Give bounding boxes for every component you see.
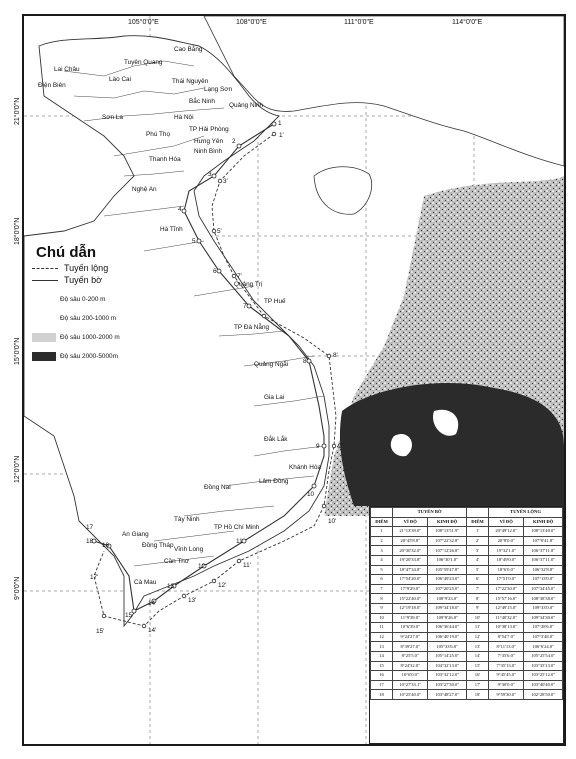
point-label: 3': [223, 178, 228, 185]
table-cell: 109°34'18.0": [428, 603, 467, 613]
table-cell: 106°37'11.8": [524, 546, 563, 556]
point-label: 18: [86, 538, 94, 545]
table-row: [371, 671, 563, 681]
table-cell: 20°30'32.0": [393, 546, 428, 556]
table-cell: 103°40'40.0": [524, 680, 563, 690]
table-cell: 107°28'6.0": [524, 623, 563, 633]
legend-depth: [32, 295, 172, 304]
province-label: Vĩnh Long: [174, 546, 204, 553]
depth-swatch: [32, 333, 56, 342]
table-cell: 15°22'40.0": [393, 594, 428, 604]
depth-label: Độ sâu 2000-5000m: [60, 353, 118, 360]
table-row: [371, 527, 563, 537]
province-label: TP Đà Nẵng: [234, 324, 270, 331]
table-cell: 107°13'0.0": [524, 575, 563, 585]
table-cell: 105°33'6.0": [428, 642, 467, 652]
table-cell: 18°47'34.8": [393, 565, 428, 575]
legend-item-coastal: [32, 275, 172, 285]
province-label: Thái Nguyên: [172, 78, 209, 85]
table-cell: 102°28'50.0": [524, 690, 563, 700]
table-cell: 16': [466, 671, 488, 681]
table-cell: 9°24'27.0": [393, 632, 428, 642]
point-label: 6: [213, 268, 217, 275]
point-label: 13': [188, 597, 197, 604]
point-label: 4: [178, 206, 182, 213]
table-header: VĨ ĐỘ: [489, 517, 524, 527]
table-cell: 107°0'41.8": [524, 536, 563, 546]
province-label: Hưng Yên: [194, 138, 224, 145]
table-row: [371, 651, 563, 661]
table-cell: 15°57'16.0": [489, 594, 524, 604]
lat-label: 18°0'0"N: [14, 217, 21, 245]
province-label: Hà Tĩnh: [160, 226, 183, 233]
table-cell: 1': [466, 527, 488, 537]
legend-item-offshore: [32, 263, 172, 273]
table-header: KINH ĐỘ: [524, 517, 563, 527]
point-label: 7': [237, 273, 242, 280]
province-label: Ninh Bình: [194, 148, 223, 155]
depth-swatch: [32, 314, 56, 323]
table-cell: 4': [466, 555, 488, 565]
province-label: TP Huế: [264, 298, 286, 305]
point-label: 12: [198, 563, 206, 570]
point-label: 5': [217, 228, 222, 235]
table-row: [371, 690, 563, 700]
table-cell: 12': [466, 632, 488, 642]
table-cell: 10°25'40.0": [393, 690, 428, 700]
legend-depth: [32, 314, 172, 323]
table-cell: 18°49'0.0": [489, 555, 524, 565]
province-label: Lào Cai: [109, 76, 132, 83]
table-body: [371, 527, 563, 700]
table-cell: 4: [371, 555, 393, 565]
table-cell: 7°35'6.0": [489, 651, 524, 661]
table-cell: 103°35'13.0": [524, 661, 563, 671]
table-row: [371, 642, 563, 652]
depth-label: Độ sâu 200-1000 m: [60, 315, 117, 322]
province-label: Cần Thơ: [164, 558, 190, 565]
legend: [32, 244, 172, 361]
point-label: 15': [96, 628, 105, 635]
lon-label: 111°0'0"E: [344, 19, 374, 26]
table-cell: 13': [466, 642, 488, 652]
table-cell: 11: [371, 623, 393, 633]
legend-label: Tuyến lộng: [64, 263, 109, 273]
province-label: Cao Bằng: [174, 46, 203, 53]
table-cell: 7': [466, 584, 488, 594]
map-frame: [22, 14, 566, 746]
province-label: Đồng Nai: [204, 484, 231, 491]
table-cell: 8°24'32.0": [393, 661, 428, 671]
table-cell: 11°40'32.0": [489, 613, 524, 623]
point-label: 12': [218, 582, 227, 589]
deep-sea-area: [324, 176, 564, 516]
table-cell: 108°13'40.0": [524, 527, 563, 537]
table-cell: 21°13'39.0": [393, 527, 428, 537]
table-cell: 11': [466, 623, 488, 633]
table-cell: 18°6'0.0": [489, 565, 524, 575]
table-header: [371, 508, 393, 518]
table-cell: 106°49'23.0": [428, 575, 467, 585]
lat-label: 15°0'0"N: [14, 337, 21, 365]
province-label: Đắk Lắk: [264, 436, 288, 443]
table-cell: 8°25'5.0": [393, 651, 428, 661]
point-label: 1: [278, 120, 282, 127]
point-label: 15: [125, 612, 133, 619]
table-cell: 109°33'0.0": [524, 603, 563, 613]
depth-swatch: [32, 352, 56, 361]
lat-label: 12°0'0"N: [14, 455, 21, 483]
legend-depth: [32, 333, 172, 342]
table-row: [371, 613, 563, 623]
table-cell: 106°30'1.0": [428, 555, 467, 565]
table-cell: 8°54'7.0": [489, 632, 524, 642]
point-label: 11': [243, 562, 251, 569]
province-label: Quảng Ninh: [229, 102, 264, 109]
province-label: Hà Nội: [174, 114, 194, 121]
table-cell: 103°48'27.0": [428, 690, 467, 700]
table-cell: 20°45'8.8": [393, 536, 428, 546]
province-label: Lâm Đồng: [259, 478, 289, 485]
lon-label: 108°0'0"E: [236, 19, 267, 26]
table-cell: 19°20'33.8": [393, 555, 428, 565]
province-label: Lạng Sơn: [204, 86, 232, 93]
table-cell: 16: [371, 671, 393, 681]
point-label: 9': [338, 443, 343, 450]
legend-depth: [32, 352, 172, 361]
table-cell: 2: [371, 536, 393, 546]
table-cell: 107°22'32.8": [428, 536, 467, 546]
province-label: Gia Lai: [264, 394, 285, 401]
table-cell: 17°22'30.0": [489, 584, 524, 594]
table-cell: 18: [371, 690, 393, 700]
province-label: Điện Biên: [38, 82, 66, 89]
table-row: [371, 632, 563, 642]
point-label: 1': [279, 132, 284, 139]
table-cell: 103°27'30.0": [428, 680, 467, 690]
table-cell: 10': [466, 613, 488, 623]
province-label: Khánh Hòa: [289, 464, 321, 471]
lat-label: 9°0'0"N: [14, 576, 21, 600]
table-cell: 9°45'45.0": [489, 671, 524, 681]
table-cell: 107°12'26.8": [428, 546, 467, 556]
table-cell: 13: [371, 642, 393, 652]
table-row: [371, 594, 563, 604]
table-cell: 14': [466, 651, 488, 661]
table-header: ĐIỂM: [466, 517, 488, 527]
point-label: 11: [236, 538, 243, 545]
point-label: 8: [303, 358, 307, 365]
table-cell: 9: [371, 603, 393, 613]
table-header: ĐIỂM: [371, 517, 393, 527]
legend-label: Tuyến bờ: [64, 275, 103, 285]
province-label: Phú Thọ: [146, 131, 171, 138]
table-cell: 109°8'26.0": [428, 613, 467, 623]
province-label: TP Hải Phòng: [189, 126, 229, 133]
table-cell: 12°49'15.0": [489, 603, 524, 613]
table-cell: 105°59'47.8": [428, 565, 467, 575]
table-cell: 9': [466, 603, 488, 613]
province-label: Tây Ninh: [174, 516, 200, 523]
table-cell: 8°11'13.0": [489, 642, 524, 652]
table-cell: 8°39'27.0": [393, 642, 428, 652]
table-row: [371, 680, 563, 690]
table-cell: 107°20'25.0": [428, 584, 467, 594]
table-row: [371, 555, 563, 565]
table-cell: 20°49'12.0": [489, 527, 524, 537]
table-cell: 6: [371, 575, 393, 585]
table-cell: 104°32'13.0": [428, 661, 467, 671]
depth-label: Độ sâu 0-200 m: [60, 296, 106, 303]
table-header: VĨ ĐỘ: [393, 517, 428, 527]
table-cell: 106°37'11.0": [524, 555, 563, 565]
table-cell: 18': [466, 690, 488, 700]
table-cell: 3': [466, 546, 488, 556]
table-cell: 108°13'51.9": [428, 527, 467, 537]
table-header: [466, 508, 488, 518]
lat-label: 21°0'0"N: [14, 97, 21, 125]
table-cell: 20°8'0.0": [489, 536, 524, 546]
point-label: 13: [167, 583, 175, 590]
table-row: [371, 661, 563, 671]
point-label: 5: [192, 238, 196, 245]
lon-label: 105°0'0"E: [128, 19, 159, 26]
depth-label: Độ sâu 1000-2000 m: [60, 334, 120, 341]
table-cell: 19°32'1.0": [489, 546, 524, 556]
table-cell: 10: [371, 613, 393, 623]
table-cell: 11°9'39.0": [393, 613, 428, 623]
province-label: Cà Mau: [134, 579, 157, 586]
point-label: 3: [208, 171, 212, 178]
province-label: TP Hồ Chí Minh: [214, 524, 260, 531]
table-cell: 17°51'0.0": [489, 575, 524, 585]
table-cell: 106°40'19.0": [428, 632, 467, 642]
table-cell: 106°32'8.8": [524, 565, 563, 575]
point-label: 17': [90, 574, 99, 581]
table-cell: 107°3'48.0": [524, 632, 563, 642]
table-header: KINH ĐỘ: [428, 517, 467, 527]
table-cell: 9°30'0.0": [489, 680, 524, 690]
table-cell: 15: [371, 661, 393, 671]
table-cell: 10°6'39.0": [393, 623, 428, 633]
table-row: [371, 575, 563, 585]
table-cell: 7°35'13.0": [489, 661, 524, 671]
point-label: 9: [316, 443, 320, 450]
table-cell: 15': [466, 661, 488, 671]
province-label: Sơn La: [102, 114, 123, 121]
table-cell: 106°36'44.0": [428, 623, 467, 633]
table-cell: 2': [466, 536, 488, 546]
table-cell: 109°34'30.0": [524, 613, 563, 623]
table-cell: 10°6'0.0": [393, 671, 428, 681]
table-cell: 3: [371, 546, 393, 556]
table-cell: 17': [466, 680, 488, 690]
table-row: [371, 565, 563, 575]
table-cell: 5': [466, 565, 488, 575]
province-label: Nghệ An: [132, 186, 157, 193]
table-cell: 1: [371, 527, 393, 537]
point-label: 8': [333, 352, 338, 359]
table-cell: 12°19'18.0": [393, 603, 428, 613]
table-cell: 6': [466, 575, 488, 585]
table-cell: 17°9'29.0": [393, 584, 428, 594]
table-cell: 105°14'25.0": [428, 651, 467, 661]
province-label: Lai Châu: [54, 66, 80, 73]
point-label: 7: [243, 303, 247, 310]
point-label: 17: [86, 524, 94, 531]
table-cell: 8': [466, 594, 488, 604]
table-cell: 105°25'54.0": [524, 651, 563, 661]
table-cell: 108°9'23.0": [428, 594, 467, 604]
point-label: 10: [307, 491, 315, 498]
province-label: Quảng Trị: [234, 281, 263, 288]
point-label: 14': [148, 627, 157, 634]
table-cell: 103°25'12.0": [524, 671, 563, 681]
table-cell: 12: [371, 632, 393, 642]
lon-label: 114°0'0"E: [452, 19, 483, 26]
table-row: [371, 584, 563, 594]
table-cell: 17: [371, 680, 393, 690]
solid-line-icon: [32, 280, 58, 281]
table-cell: 107°34'45.0": [524, 584, 563, 594]
table-cell: 103°32'12.0": [428, 671, 467, 681]
table-header: TUYẾN BỜ: [393, 508, 467, 518]
table-cell: 14: [371, 651, 393, 661]
legend-title: Chú dẫn: [36, 244, 96, 261]
table-cell: 5: [371, 565, 393, 575]
table-cell: 10°27'33.1": [393, 680, 428, 690]
point-label: 14: [148, 600, 156, 607]
table-row: [371, 623, 563, 633]
point-label: 16: [102, 542, 110, 549]
province-label: Đồng Tháp: [142, 542, 174, 549]
table-header: TUYẾN LỘNG: [489, 508, 563, 518]
table-cell: 7: [371, 584, 393, 594]
table-row: [371, 546, 563, 556]
table-cell: 9°59'30.0": [489, 690, 524, 700]
table-cell: 106°6'24.0": [524, 642, 563, 652]
depth-swatch: [32, 295, 56, 304]
point-label: 10': [328, 518, 337, 525]
province-label: Thanh Hóa: [149, 156, 181, 163]
province-label: An Giang: [122, 531, 149, 538]
province-label: Tuyên Quang: [124, 59, 163, 66]
dashed-line-icon: [32, 268, 58, 269]
table-cell: 108°38'38.0": [524, 594, 563, 604]
coordinate-table: [369, 506, 564, 744]
table-row: [371, 536, 563, 546]
point-label: 2: [232, 138, 236, 145]
table-cell: 17°54'20.0": [393, 575, 428, 585]
province-label: Quảng Ngãi: [254, 361, 289, 368]
province-label: Bắc Ninh: [189, 98, 215, 105]
table-row: [371, 603, 563, 613]
table-cell: 10°38'13.0": [489, 623, 524, 633]
table-cell: 8: [371, 594, 393, 604]
